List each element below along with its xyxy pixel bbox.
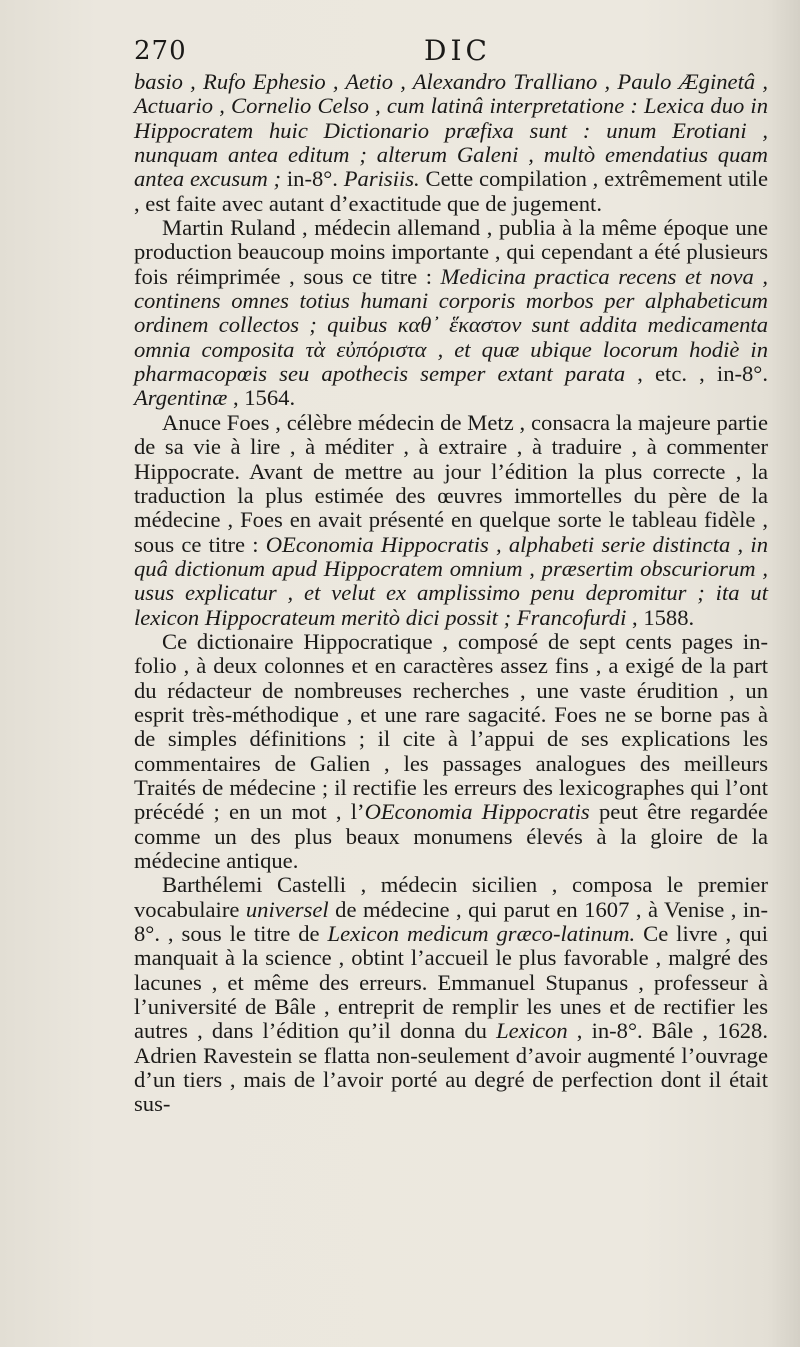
italic-text: Medicina practica recens et nova , continens omnes totius humani corporis morbos per alphabeticum ordinem collectos ; quibus καθ᾽ ἕκαστον sunt addita medicamenta omnia composita τὰ εὐπόριστα , et quæ ubique locorum hodiè in pharmacopœis seu apothecis semper extant parata — [134, 263, 769, 387]
italic-text: Argentinæ — [134, 385, 228, 411]
page-number: 270 — [134, 36, 187, 66]
text-run: in-8°. — [281, 166, 344, 192]
paragraph — [134, 873, 768, 1116]
text-run: Martin Ruland , médecin allemand , publia à la même époque une production beaucoup moins importante , qui cependant a été plusieurs fois réimprimée , sous ce titre : — [134, 215, 768, 289]
italic-text: Lexicon — [496, 1018, 568, 1044]
text-run: Ce dictionaire Hippocratique , composé de sept cents pages in-folio , à deux colonnes et en caractères assez fins , a exigé de la part du rédacteur de nombreuses recherches , une vaste érudition , un esprit très-méthodique , et une rare sagacité. Foes ne se borne pas à de simples définitions ; il cite à l’appui de ses explications les commentaires de Galien , les passages analogues des meilleurs Traités de médecine ; il rectifie les erreurs des lexicographes qui l’ont précédé ; en un mot , l’ — [134, 628, 768, 825]
text-run: peut être regardée comme un des plus beaux monumens élevés à la gloire de la médecine antique. — [134, 799, 768, 873]
page-header — [134, 34, 766, 74]
italic-text: Lexicon medicum græco-latinum. — [327, 921, 636, 947]
text-run: , in-8°. Bâle , 1628. Adrien Ravestein se flatta non-seulement d’avoir augmenté l’ouvrage d’un tiers , mais de l’avoir porté au degré de perfection dont il était sus- — [134, 1018, 768, 1117]
text-run: Anuce Foes , célèbre médecin de Metz , consacra la majeure partie de sa vie à lire , à méditer , à extraire , à traduire , à commenter Hippocrate. Avant de mettre au jour l’édition la plus correcte , la traduction la plus estimée des œuvres immortelles du père de la médecine , Foes en avait présenté en quelque sorte le tableau fidèle , sous ce titre : — [134, 409, 768, 557]
text-run: Barthélemi Castelli , médecin sicilien , composa le premier vocabulaire — [134, 872, 768, 922]
running-head: DIC — [424, 34, 491, 67]
text-run: , 1564. — [227, 385, 296, 411]
italic-text: basio , Rufo Ephesio , Aetio , Alexandro Tralliano , Paulo Æginetâ , Actuario , Cornelio Celso , cum latinâ interpretatione : Lexica duo in Hippocratem huic Dictionario præfixa sunt : unum Erotiani , nunquam antea editum ; alterum Galeni , multò emendatius quam antea excusum ; — [134, 69, 768, 192]
italic-text: OEconomia Hippocratis — [364, 799, 590, 825]
text-run: Cette compilation , extrêmement utile , est faite avec autant d’exactitude que de jugement. — [134, 166, 768, 216]
italic-text: Parisiis. — [343, 166, 420, 192]
body-text — [134, 70, 768, 1117]
paragraph — [134, 216, 768, 411]
text-run: de médecine , qui parut en 1607 , à Venise , in-8°. , sous le titre de — [134, 896, 768, 947]
text-run: , 1588. — [626, 604, 695, 630]
text-run: , etc. , in-8°. — [625, 361, 768, 387]
text-run: Ce livre , qui manquait à la science , obtint l’accueil le plus favorable , malgré des lacunes , et même des erreurs. Emmanuel Stupanus , professeur à l’université de Bâle , entreprit de remplir les unes et de rectifier les autres , dans l’édition qu’il donna du — [134, 921, 768, 1044]
paragraph — [134, 411, 768, 630]
italic-text: universel — [245, 896, 329, 922]
paragraph — [134, 70, 768, 216]
italic-text: OEconomia Hippocratis , alphabeti serie distincta , in quâ dictionum apud Hippocratem omnium , præsertim obscuriorum , usus explicatur , et velut ex amplissimo penu depromitur ; ita ut lexicon Hippocrateum meritò dici possit ; Francofurdi — [134, 531, 768, 630]
paragraph — [134, 630, 768, 873]
